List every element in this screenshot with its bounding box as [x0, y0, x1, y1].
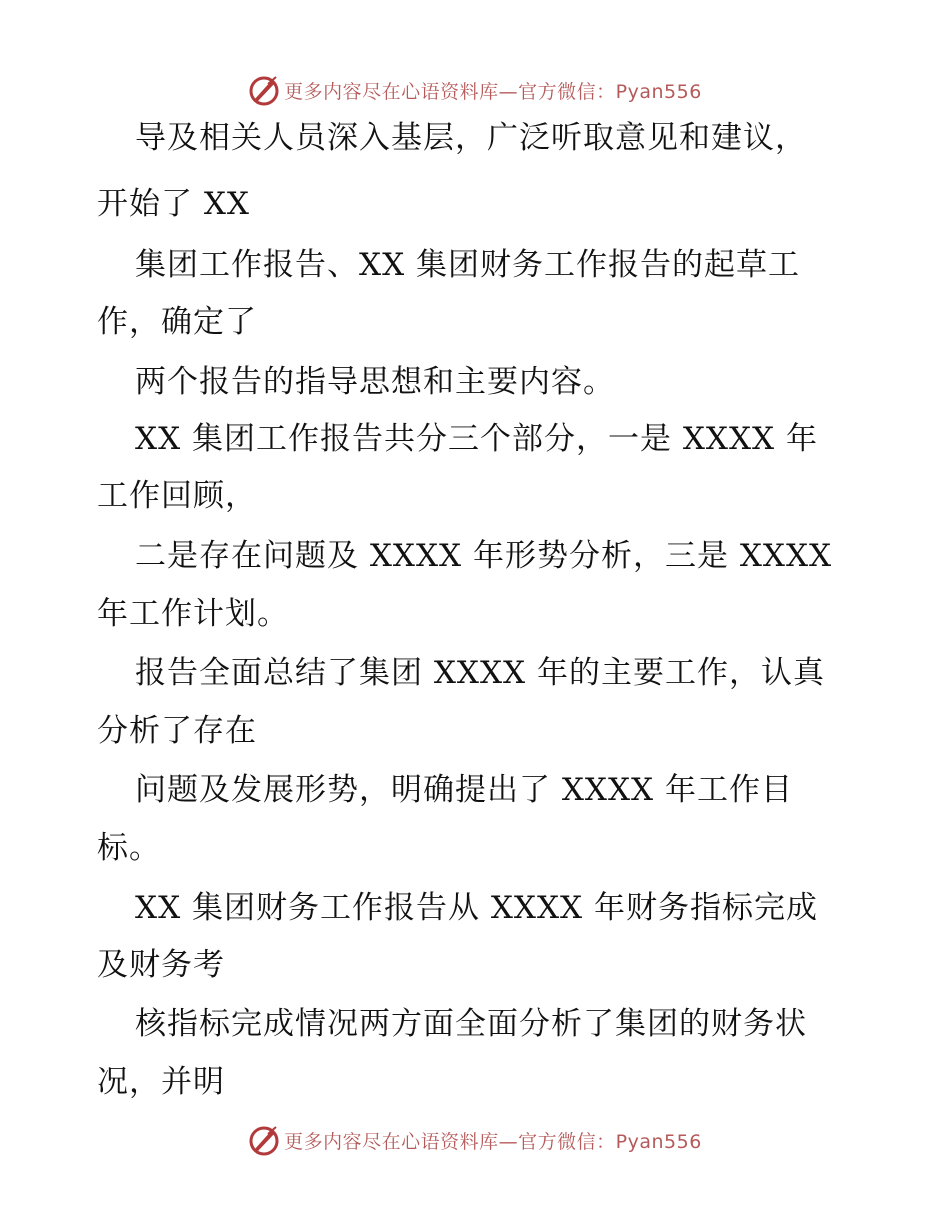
body-line-2: 开始了 XX	[97, 186, 250, 222]
body-line-3: 集团工作报告、XX 集团财务工作报告的起草工	[135, 247, 800, 283]
body-line-17: 况，并明	[97, 1064, 225, 1100]
header-banner	[0, 70, 950, 110]
body-line-4: 作，确定了	[97, 304, 257, 340]
body-line-12: 问题及发展形势，明确提出了 XXXX 年工作目	[135, 772, 793, 808]
header-banner-text: 更多内容尽在心语资料库—官方微信：Pyan556	[284, 80, 702, 103]
body-line-10: 报告全面总结了集团 XXXX 年的主要工作，认真	[135, 655, 825, 691]
body-line-16: 核指标完成情况两方面全面分析了集团的财务状	[135, 1006, 807, 1042]
body-line-14: XX 集团财务工作报告从 XXXX 年财务指标完成	[135, 890, 818, 926]
body-line-15: 及财务考	[97, 947, 225, 983]
feather-pen-logo-icon	[248, 1124, 280, 1156]
body-line-7: 工作回顾，	[97, 478, 257, 514]
footer-banner-text: 更多内容尽在心语资料库—官方微信：Pyan556	[284, 1130, 702, 1153]
body-line-1: 导及相关人员深入基层，广泛听取意见和建议，	[135, 120, 807, 156]
body-line-6: XX 集团工作报告共分三个部分，一是 XXXX 年	[135, 421, 818, 457]
footer-banner	[0, 1120, 950, 1160]
body-line-8: 二是存在问题及 XXXX 年形势分析，三是 XXXX	[135, 538, 833, 574]
feather-pen-logo-icon	[248, 74, 280, 106]
body-line-5: 两个报告的指导思想和主要内容。	[135, 364, 615, 400]
body-line-11: 分析了存在	[97, 713, 257, 749]
body-line-13: 标。	[97, 830, 161, 866]
body-line-9: 年工作计划。	[97, 596, 289, 632]
